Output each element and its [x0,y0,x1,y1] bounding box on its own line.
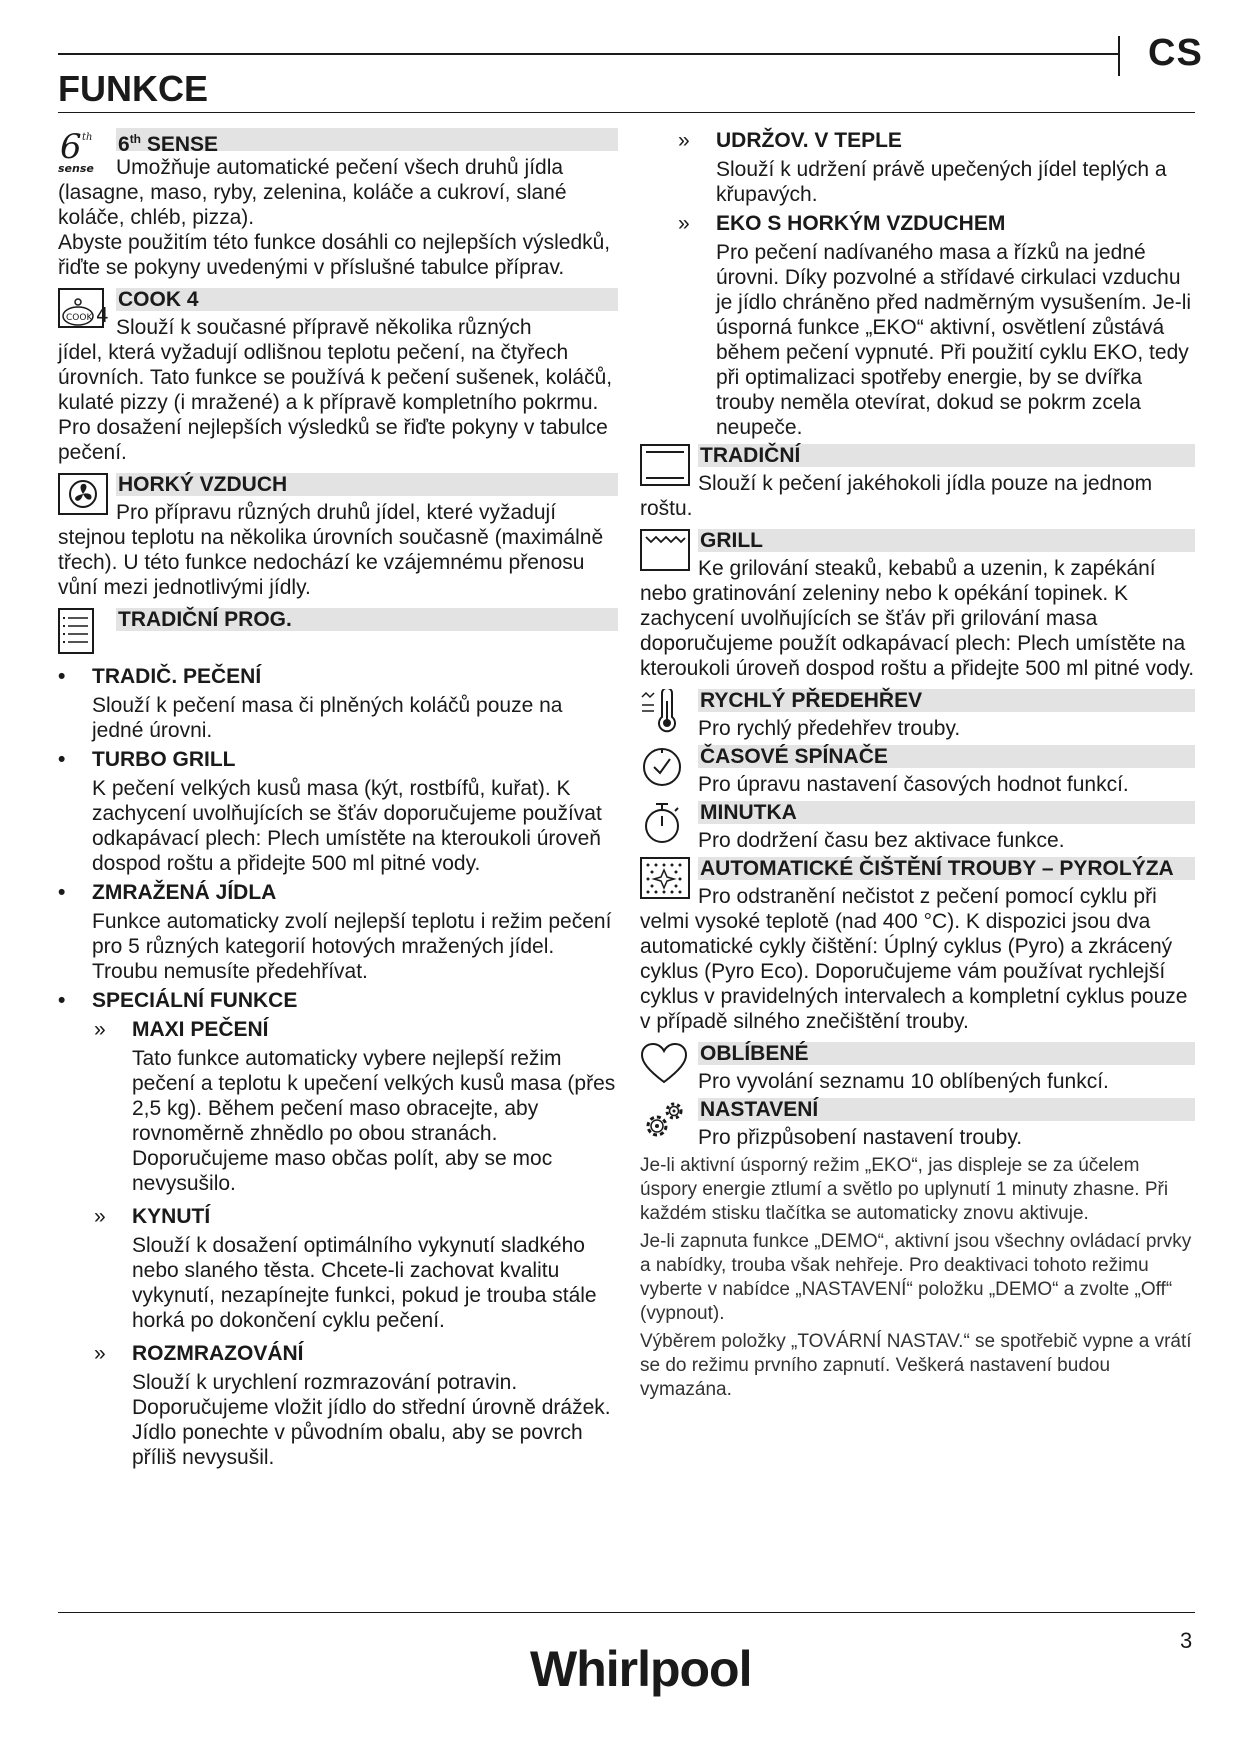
list-item: • TURBO GRILL K pečení velkých kusů masa (kýt, rostbífů, kuřat). K zachycení uvolňujících se šťáv doporučujeme používat odkapávací plech: Plech umístěte na kteroukoli úroveň dospod roštu a přidejte 500 ml pitné vody. [58,748,602,875]
section-traditional [640,444,1195,496]
section-title: OBLÍBENÉ [698,1042,1195,1065]
svg-text:6: 6 [60,128,82,167]
section-text: stejnou teplotu na několika úrovních současně (maximálně třech). U této funkce nedochází ke vzájemnému přenosu vůní mezi jednotlivými jídly. [58,526,604,599]
top-rule [58,53,1118,55]
section-title: 6th SENSE [116,128,618,151]
language-code: CS [1148,32,1203,74]
section-6th-sense [58,128,618,180]
cook4-icon [58,288,110,336]
svg-text:4: 4 [96,303,109,327]
stopwatch-icon [640,801,692,849]
section-text: Pro rychlý předehřev trouby. [698,717,961,740]
sub-list-item: » EKO S HORKÝM VZDUCHEM Pro pečení nadívaného masa a řízků na jedné úrovni. Díky pozvolné a střídavé cirkulaci vzduchu je jídlo chráněno před nadměrným vysušením. Je-li úsporná funkce „EKO“ aktivní, osvětlení zůstává během pečení vypnuté. Při použití cyklu EKO, tedy při optimalizaci spotřeby energie, by se dvířka trouby neměla otevírat, dokud se pokrm zcela neupeče. [678,212,1192,439]
section-text: Umožňuje automatické pečení všech druhů jídla [116,156,564,179]
section-text: roštu. [640,497,693,520]
section-title: HORKÝ VZDUCH [116,473,618,496]
section-fast-preheat [640,689,1195,741]
heart-icon [640,1042,692,1090]
section-title: AUTOMATICKÉ ČIŠTĚNÍ TROUBY – PYROLÝZA [698,857,1195,880]
section-text: velmi vysoké teplotě (nad 400 °C). K dispozici jsou dva automatické cykly čištění: Úplný cyklus (Pyro) a zkrácený cyklus (Pyro Eco). Doporučujeme vám používat rychlejší cyklus v pravidelných intervalech a kompletní cyklus pouze v případě silného znečištění trouby. [640,910,1188,1033]
fan-icon [58,473,110,521]
section-text: Pro odstranění nečistot z pečení pomocí cyklu při [698,885,1157,908]
section-text: Pro dodržení času bez aktivace funkce. [698,829,1065,852]
page-title: FUNKCE [58,68,208,109]
footer-rule [58,1612,1195,1613]
section-cook4 [58,288,618,340]
list-icon [58,608,110,656]
section-text: (lasagne, maso, ryby, zelenina, koláče a cukroví, slané koláče, chléb, pizza). [58,181,567,229]
pyrolysis-icon [640,857,692,905]
list-item: • ZMRAŽENÁ JÍDLA Funkce automaticky zvolí nejlepší teplotu i režim pečení pro 5 různých kategorií hotových mražených jídel. Troubu nemusíte předehřívat. [58,881,612,983]
gears-icon [640,1098,692,1146]
section-text: jídel, která vyžadují odlišnou teplotu pečení, na čtyřech úrovních. Tato funkce se používá k pečení sušenek, koláčů, kulaté pizzy (i mražené) a k přípravě kompletního pokrmu. Pro dosažení nejlepších výsledků se řiďte pokyny v tabulce pečení. [58,341,613,464]
svg-text:th: th [82,132,93,143]
section-text: Abyste použitím této funkce dosáhli co nejlepších výsledků, řiďte se pokyny uvedenými v příslušné tabulce příprav. [58,231,611,279]
top-rule-tick [1118,36,1120,76]
section-grill [640,529,1195,581]
sub-list-item: » ROZMRAZOVÁNÍ Slouží k urychlení rozmrazování potravin. Doporučujeme vložit jídlo do střední úrovně drážek. Jídlo ponechte v původním obalu, aby se povrch příliš nevysušil. [94,1342,611,1469]
section-minute-minder [640,801,1195,853]
section-title: RYCHLÝ PŘEDEHŘEV [698,689,1195,712]
list-item: • SPECIÁLNÍ FUNKCE [58,989,298,1012]
section-title: MINUTKA [698,801,1195,824]
thermometer-icon [640,689,692,737]
grill-icon [640,529,692,577]
oven-top-bottom-icon [640,444,692,492]
note-factory-reset: Výběrem položky „TOVÁRNÍ NASTAV.“ se spotřebič vypne a vrátí se do režimu prvního zapnutí. Veškerá nastavení budou vymazána. [640,1331,1192,1400]
left-column [58,128,618,1470]
sub-list-item: » UDRŽOV. V TEPLE Slouží k udržení právě upečených jídel teplých a křupavých. [678,129,1167,206]
list-item: • TRADIČ. PEČENÍ Slouží k pečení masa či plněných koláčů pouze na jedné úrovni. [58,665,563,742]
section-title: GRILL [698,529,1195,552]
section-title: TRADIČNÍ PROG. [116,608,618,631]
title-rule [58,112,1195,113]
section-favorites [640,1042,1195,1094]
svg-text:sense: sense [58,162,94,175]
section-text: Slouží k pečení jakéhokoli jídla pouze na jednom [698,472,1153,495]
page-number: 3 [1180,1628,1193,1653]
svg-text:COOK: COOK [66,313,93,323]
section-timers [640,745,1195,797]
section-settings [640,1098,1195,1150]
section-text: Pro vyvolání seznamu 10 oblíbených funkcí. [698,1070,1109,1093]
sub-list-item: » MAXI PEČENÍ Tato funkce automaticky vybere nejlepší režim pečení a teplotu k upečení velkých kusů masa (přes 2,5 kg). Během pečení maso obracejte, aby rovnoměrně zhnědlo po obou stranách. Doporučujeme maso občas polít, aby se moc nevysušilo. [94,1018,616,1195]
section-text: nebo gratinování zeleniny nebo k opékání topinek. K zachycení uvolňujících se šťáv při grilování masa doporučujeme použít odkapávací plech: Plech umístěte na kteroukoli úroveň dospod roštu a přidejte 500 ml pitné vody. [640,582,1195,680]
section-title: NASTAVENÍ [698,1098,1195,1121]
section-title: COOK 4 [116,288,618,311]
section-text: Ke grilování steaků, kebabů a uzenin, k zapékání [698,557,1156,580]
6th-sense-icon [58,128,110,176]
section-text: Pro úpravu nastavení časových hodnot funkcí. [698,773,1129,796]
sub-list-item: » KYNUTÍ Slouží k dosažení optimálního vykynutí sladkého nebo slaného těsta. Chcete-li zachovat kvalitu vykynutí, nezapínejte funkci, pokud je trouba stále horká po dokončení cyklu pečení. [94,1205,597,1332]
section-title: TRADIČNÍ [698,444,1195,467]
section-traditional-programs [58,608,618,656]
right-column [640,128,1195,1402]
section-text: Slouží k současné přípravě několika různých [116,316,532,339]
section-text: Pro přizpůsobení nastavení trouby. [698,1126,1023,1149]
clock-check-icon [640,745,692,793]
section-title: ČASOVÉ SPÍNAČE [698,745,1195,768]
section-pyrolysis [640,857,1195,909]
section-text: Pro přípravu různých druhů jídel, které vyžadují [116,501,557,524]
brand-logo: Whirlpool [530,1641,752,1697]
section-hot-air [58,473,618,525]
note-eco: Je-li aktivní úsporný režim „EKO“, jas displeje se za účelem úspory energie ztlumí a světlo po uplynutí 1 minuty zhasne. Při každém stisku tlačítka se automaticky znovu aktivuje. [640,1155,1169,1224]
note-demo: Je-li zapnuta funkce „DEMO“, aktivní jsou všechny ovládací prvky a nabídky, trouba však nehřeje. Pro deaktivaci tohoto režimu vyberte v nabídce „NASTAVENÍ“ položku „DEMO“ a zvolte „Off“ (vypnout). [640,1231,1192,1324]
